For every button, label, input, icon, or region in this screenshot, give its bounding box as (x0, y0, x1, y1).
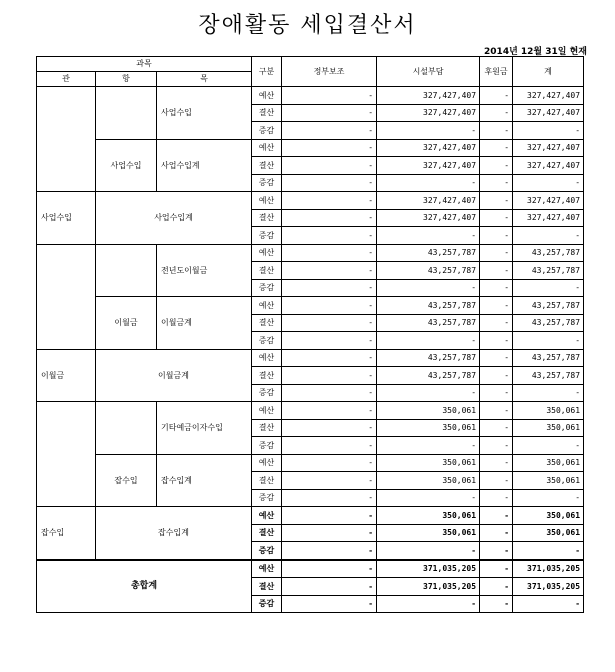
sponsor-value: - (480, 244, 513, 262)
table-row (37, 192, 584, 210)
division-label: 증감 (252, 122, 282, 140)
total-value: - (513, 227, 584, 245)
govt-value: - (282, 139, 377, 157)
grand-total-label: 총합계 (37, 560, 252, 613)
total-value: 327,427,407 (513, 157, 584, 175)
govt-value: - (282, 560, 377, 578)
facility-value: 43,257,787 (377, 297, 480, 315)
govt-value: - (282, 192, 377, 210)
sponsor-value: - (480, 262, 513, 280)
facility-value: 350,061 (377, 454, 480, 472)
division-label: 증감 (252, 279, 282, 297)
sponsor-value: - (480, 472, 513, 490)
division-label: 예산 (252, 507, 282, 525)
table-row (37, 87, 584, 105)
header-sponsor: 후원금 (480, 57, 513, 87)
division-label: 예산 (252, 192, 282, 210)
hang-label: 이월금 (96, 297, 157, 350)
facility-value: 43,257,787 (377, 314, 480, 332)
govt-value: - (282, 157, 377, 175)
header-gwan: 관 (37, 72, 96, 87)
sponsor-value: - (480, 104, 513, 122)
total-value: - (513, 122, 584, 140)
division-label: 증감 (252, 595, 282, 613)
govt-value: - (282, 402, 377, 420)
facility-value: - (377, 489, 480, 507)
total-value: 371,035,205 (513, 578, 584, 596)
total-value: - (513, 489, 584, 507)
gwan-spacer-cell (37, 87, 96, 192)
govt-value: - (282, 349, 377, 367)
sponsor-value: - (480, 87, 513, 105)
hang-spacer-cell (96, 402, 157, 455)
sponsor-value: - (480, 595, 513, 613)
sponsor-value: - (480, 489, 513, 507)
facility-value: - (377, 332, 480, 350)
govt-value: - (282, 227, 377, 245)
division-label: 결산 (252, 524, 282, 542)
facility-value: 43,257,787 (377, 367, 480, 385)
total-value: - (513, 384, 584, 402)
sponsor-value: - (480, 139, 513, 157)
hang-total-label: 잡수입계 (96, 507, 252, 560)
facility-value: 327,427,407 (377, 104, 480, 122)
hang-spacer-cell (96, 244, 157, 297)
total-value: 350,061 (513, 472, 584, 490)
facility-value: - (377, 595, 480, 613)
facility-value: 327,427,407 (377, 87, 480, 105)
total-value: 350,061 (513, 402, 584, 420)
hang-total-label: 사업수입계 (96, 192, 252, 245)
mok-label: 이월금계 (157, 297, 252, 350)
total-value: 371,035,205 (513, 560, 584, 578)
facility-value: 43,257,787 (377, 349, 480, 367)
division-label: 증감 (252, 542, 282, 560)
facility-value: - (377, 542, 480, 560)
facility-value: 327,427,407 (377, 192, 480, 210)
revenue-settlement-table (36, 56, 584, 613)
gwan-label: 이월금 (37, 349, 96, 402)
total-value: 327,427,407 (513, 104, 584, 122)
facility-value: 43,257,787 (377, 244, 480, 262)
sponsor-value: - (480, 314, 513, 332)
total-value: 327,427,407 (513, 192, 584, 210)
division-label: 예산 (252, 454, 282, 472)
header-hang: 항 (96, 72, 157, 87)
facility-value: - (377, 279, 480, 297)
mok-label: 전년도이월금 (157, 244, 252, 297)
gwan-spacer-cell (37, 244, 96, 349)
division-label: 증감 (252, 332, 282, 350)
sponsor-value: - (480, 297, 513, 315)
facility-value: 350,061 (377, 524, 480, 542)
sponsor-value: - (480, 209, 513, 227)
facility-value: 43,257,787 (377, 262, 480, 280)
sponsor-value: - (480, 454, 513, 472)
govt-value: - (282, 384, 377, 402)
total-value: 350,061 (513, 507, 584, 525)
total-value: 43,257,787 (513, 262, 584, 280)
govt-value: - (282, 454, 377, 472)
division-label: 증감 (252, 227, 282, 245)
facility-value: 350,061 (377, 419, 480, 437)
govt-value: - (282, 122, 377, 140)
division-label: 증감 (252, 489, 282, 507)
govt-value: - (282, 542, 377, 560)
division-label: 결산 (252, 104, 282, 122)
mok-label: 사업수입계 (157, 139, 252, 192)
total-value: 43,257,787 (513, 349, 584, 367)
sponsor-value: - (480, 524, 513, 542)
header-total: 계 (513, 57, 584, 87)
document-title: 장애활동 세입결산서 (198, 13, 417, 38)
table-body (37, 87, 584, 613)
division-label: 예산 (252, 402, 282, 420)
govt-value: - (282, 367, 377, 385)
facility-value: 327,427,407 (377, 139, 480, 157)
sponsor-value: - (480, 419, 513, 437)
facility-value: - (377, 227, 480, 245)
facility-value: 350,061 (377, 402, 480, 420)
sponsor-value: - (480, 578, 513, 596)
facility-value: 371,035,205 (377, 578, 480, 596)
sponsor-value: - (480, 122, 513, 140)
table-row (37, 244, 584, 262)
facility-value: 327,427,407 (377, 209, 480, 227)
hang-spacer-cell (96, 87, 157, 140)
facility-value: 327,427,407 (377, 157, 480, 175)
total-value: 350,061 (513, 454, 584, 472)
govt-value: - (282, 524, 377, 542)
govt-value: - (282, 314, 377, 332)
govt-value: - (282, 489, 377, 507)
sponsor-value: - (480, 332, 513, 350)
total-value: - (513, 174, 584, 192)
division-label: 예산 (252, 560, 282, 578)
mok-label: 기타예금이자수입 (157, 402, 252, 455)
division-label: 결산 (252, 262, 282, 280)
hang-total-label: 이월금계 (96, 349, 252, 402)
facility-value: 371,035,205 (377, 560, 480, 578)
table-row (37, 297, 584, 315)
govt-value: - (282, 244, 377, 262)
table-row (37, 349, 584, 367)
govt-value: - (282, 87, 377, 105)
sponsor-value: - (480, 367, 513, 385)
gwan-label: 사업수입 (37, 192, 96, 245)
hang-label: 잡수입 (96, 454, 157, 507)
division-label: 예산 (252, 139, 282, 157)
division-label: 예산 (252, 244, 282, 262)
total-value: - (513, 279, 584, 297)
mok-label: 잡수입계 (157, 454, 252, 507)
total-value: 43,257,787 (513, 367, 584, 385)
header-division: 구분 (252, 57, 282, 87)
gwan-spacer-cell (37, 402, 96, 507)
division-label: 증감 (252, 384, 282, 402)
govt-value: - (282, 262, 377, 280)
division-label: 예산 (252, 349, 282, 367)
hang-label: 사업수입 (96, 139, 157, 192)
division-label: 결산 (252, 472, 282, 490)
sponsor-value: - (480, 192, 513, 210)
total-value: - (513, 595, 584, 613)
as-of-date: 2014년 12월 31일 현재 (484, 47, 587, 57)
facility-value: 350,061 (377, 507, 480, 525)
total-value: 43,257,787 (513, 244, 584, 262)
govt-value: - (282, 174, 377, 192)
mok-label: 사업수입 (157, 87, 252, 140)
govt-value: - (282, 578, 377, 596)
table-row (37, 402, 584, 420)
header-account: 과목 (37, 57, 252, 72)
division-label: 증감 (252, 174, 282, 192)
sponsor-value: - (480, 157, 513, 175)
sponsor-value: - (480, 384, 513, 402)
facility-value: - (377, 437, 480, 455)
facility-value: - (377, 122, 480, 140)
govt-value: - (282, 437, 377, 455)
division-label: 증감 (252, 437, 282, 455)
header-govt: 정부보조 (282, 57, 377, 87)
sponsor-value: - (480, 507, 513, 525)
header-mok: 목 (157, 72, 252, 87)
total-value: 327,427,407 (513, 209, 584, 227)
govt-value: - (282, 332, 377, 350)
facility-value: - (377, 174, 480, 192)
table-row (37, 507, 584, 525)
govt-value: - (282, 472, 377, 490)
table-row (37, 454, 584, 472)
total-value: 350,061 (513, 524, 584, 542)
govt-value: - (282, 279, 377, 297)
total-value: 327,427,407 (513, 87, 584, 105)
govt-value: - (282, 507, 377, 525)
facility-value: - (377, 384, 480, 402)
govt-value: - (282, 595, 377, 613)
sponsor-value: - (480, 227, 513, 245)
gwan-label: 잡수입 (37, 507, 96, 560)
sponsor-value: - (480, 174, 513, 192)
total-value: - (513, 542, 584, 560)
division-label: 예산 (252, 87, 282, 105)
govt-value: - (282, 104, 377, 122)
division-label: 결산 (252, 157, 282, 175)
sponsor-value: - (480, 402, 513, 420)
division-label: 결산 (252, 314, 282, 332)
total-value: 43,257,787 (513, 314, 584, 332)
division-label: 예산 (252, 297, 282, 315)
division-label: 결산 (252, 419, 282, 437)
govt-value: - (282, 297, 377, 315)
facility-value: 350,061 (377, 472, 480, 490)
total-value: 327,427,407 (513, 139, 584, 157)
sponsor-value: - (480, 560, 513, 578)
table-row (37, 139, 584, 157)
division-label: 결산 (252, 367, 282, 385)
total-value: 350,061 (513, 419, 584, 437)
total-value: - (513, 437, 584, 455)
govt-value: - (282, 209, 377, 227)
sponsor-value: - (480, 437, 513, 455)
sponsor-value: - (480, 349, 513, 367)
division-label: 결산 (252, 578, 282, 596)
division-label: 결산 (252, 209, 282, 227)
sponsor-value: - (480, 542, 513, 560)
grand-total-row (37, 560, 584, 578)
total-value: 43,257,787 (513, 297, 584, 315)
header-facility: 시설부담 (377, 57, 480, 87)
govt-value: - (282, 419, 377, 437)
total-value: - (513, 332, 584, 350)
sponsor-value: - (480, 279, 513, 297)
